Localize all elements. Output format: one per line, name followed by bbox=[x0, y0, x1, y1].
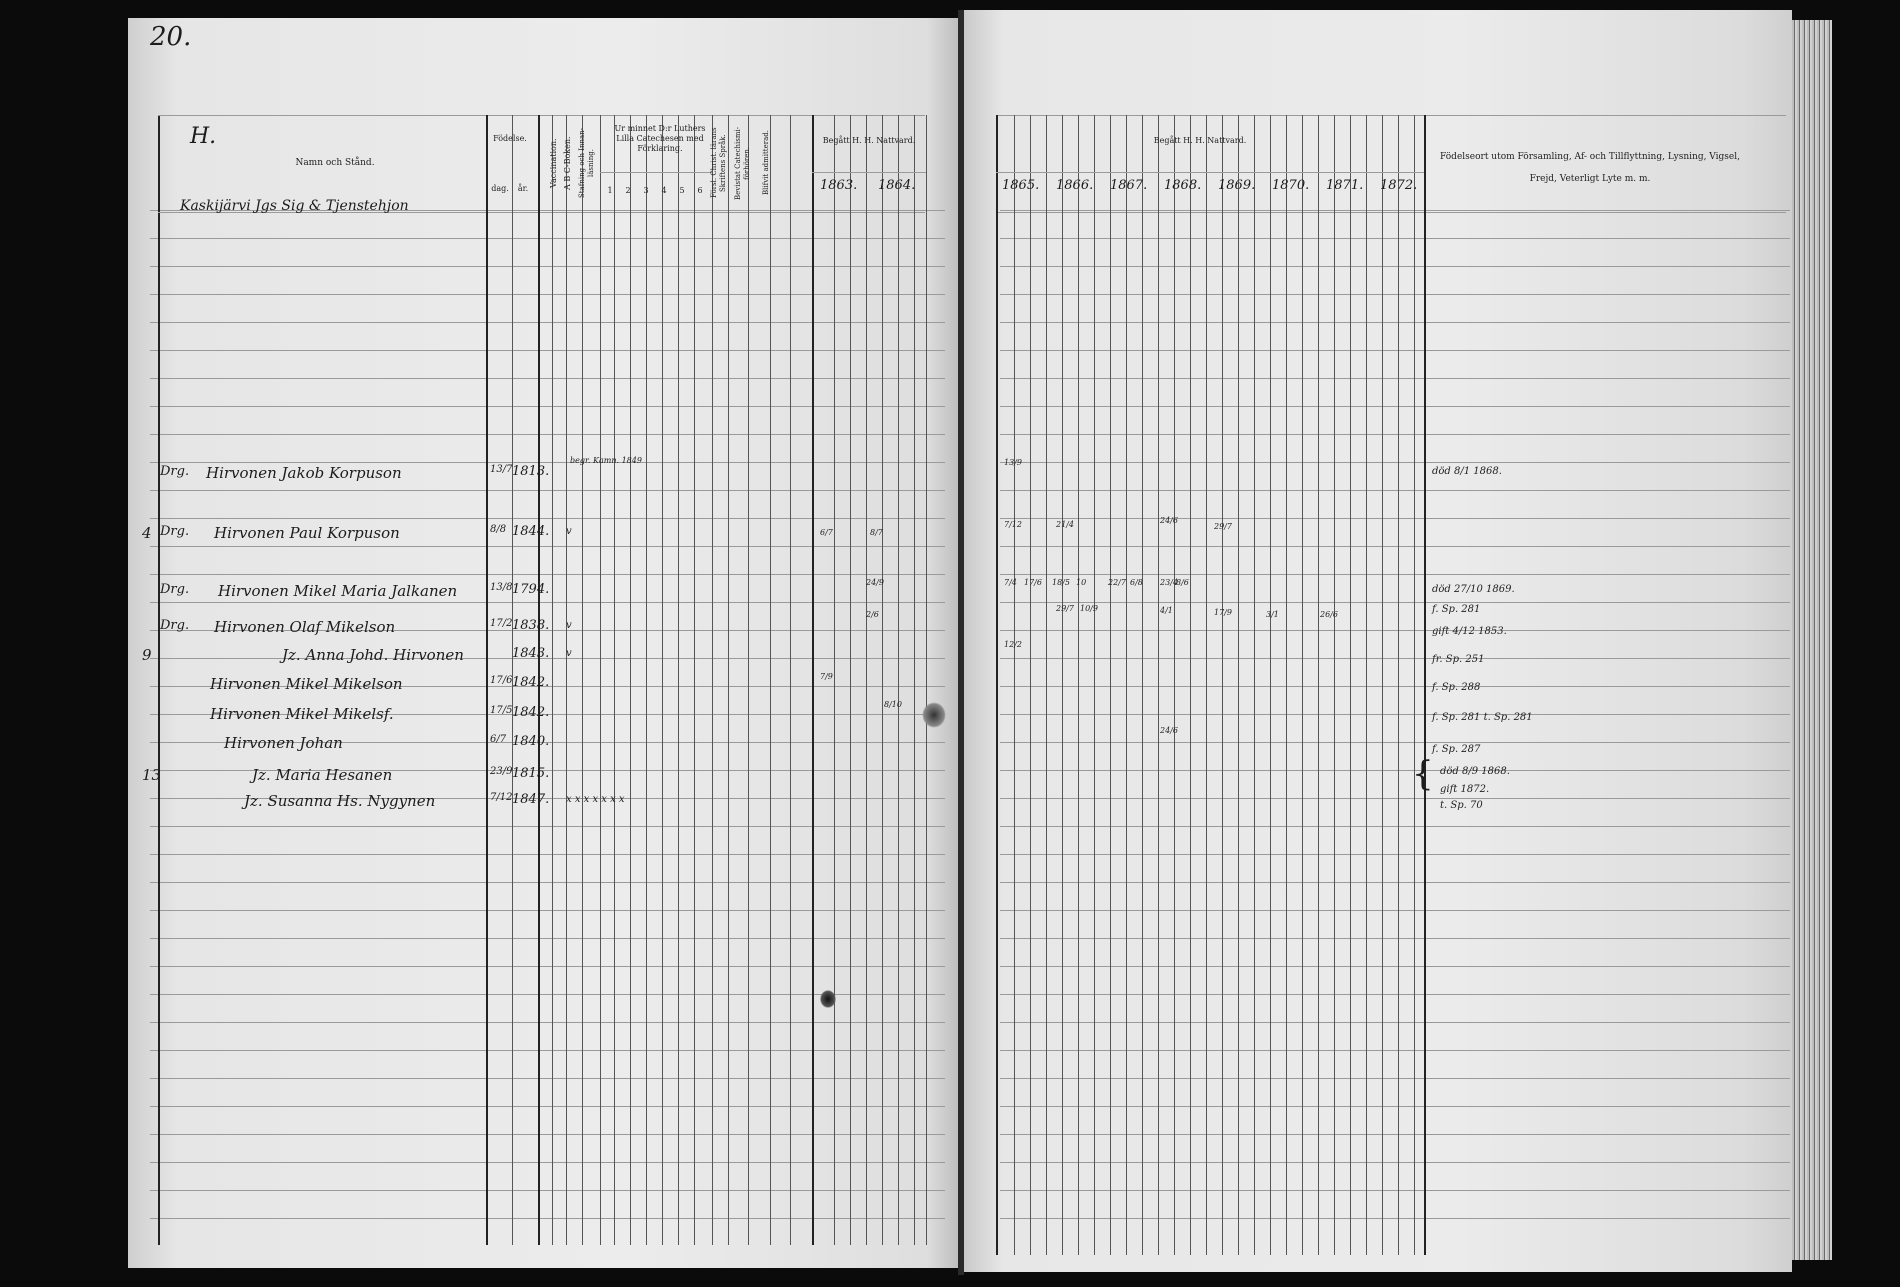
entry-marks: x x x x x x x bbox=[566, 794, 625, 805]
column-line bbox=[566, 115, 567, 1245]
village-heading: Kaskijärvi Jgs Sig & Tjenstehjon bbox=[180, 198, 409, 214]
communion-mark: 10 bbox=[1076, 578, 1087, 587]
header-vaccination: Vaccination. bbox=[549, 138, 558, 188]
ruling-line bbox=[1000, 350, 1790, 351]
ruling-line bbox=[150, 1218, 945, 1219]
communion-mark: 7/4 bbox=[1004, 578, 1017, 587]
entry-birth-year: 1794. bbox=[512, 582, 550, 597]
year-1869: 1869. bbox=[1218, 178, 1256, 193]
column-line bbox=[790, 115, 791, 1245]
ruling-line bbox=[1000, 434, 1790, 435]
ruling-line bbox=[1000, 602, 1790, 603]
header-catechism-answers: Bevistat Catechismi-förhören. bbox=[734, 126, 751, 200]
note-entry: död 27/10 1869. bbox=[1432, 584, 1515, 595]
communion-mark: 24/9 bbox=[866, 578, 884, 587]
ruling-line bbox=[1000, 574, 1790, 575]
column-line bbox=[552, 115, 553, 1245]
entry-name: Hirvonen Paul Korpuson bbox=[214, 524, 400, 542]
header-reading: Stafning och Innan-läsning. bbox=[578, 127, 595, 199]
column-line bbox=[882, 115, 883, 1245]
communion-mark: 18/5 bbox=[1052, 578, 1070, 587]
entry-birth-day: 13/7 bbox=[490, 464, 513, 475]
year-1864: 1864. bbox=[878, 178, 916, 193]
communion-mark: 2/6 bbox=[866, 610, 879, 619]
entry-name: Hirvonen Johan bbox=[224, 734, 343, 752]
ruling-line bbox=[150, 406, 945, 407]
column-line bbox=[712, 115, 713, 1245]
column-line bbox=[1318, 115, 1319, 1255]
entry-title: Drg. bbox=[160, 618, 190, 633]
note-entry: gift 4/12 1853. bbox=[1432, 626, 1507, 637]
ruling-line bbox=[1000, 770, 1790, 771]
column-line bbox=[1350, 115, 1351, 1255]
ruling-line bbox=[1000, 910, 1790, 911]
column-line bbox=[996, 115, 998, 1255]
column-line bbox=[1366, 115, 1367, 1255]
note-entry: död 8/9 1868. bbox=[1440, 766, 1510, 777]
ruling-line bbox=[150, 462, 945, 463]
entry-birth-year: 1843. bbox=[512, 646, 550, 661]
communion-mark: 23/4 bbox=[1160, 578, 1178, 587]
ruling-line bbox=[150, 1162, 945, 1163]
ruling-line bbox=[1000, 322, 1790, 323]
ruling-line bbox=[1000, 294, 1790, 295]
year-1866: 1866. bbox=[1056, 178, 1094, 193]
ruling-line bbox=[150, 434, 945, 435]
catechism-col-2: 2 bbox=[625, 186, 631, 195]
column-line bbox=[728, 115, 729, 1245]
column-line bbox=[1206, 115, 1207, 1255]
header-abc: A B C-Boken. bbox=[563, 136, 572, 190]
entry-birth-day: 17/6 bbox=[490, 675, 513, 686]
year-1870: 1870. bbox=[1272, 178, 1310, 193]
column-line bbox=[1190, 115, 1191, 1255]
communion-mark: 8/6 bbox=[1176, 578, 1189, 587]
year-1868: 1868. bbox=[1164, 178, 1202, 193]
book-gutter bbox=[958, 10, 964, 1275]
communion-mark: 24/6 bbox=[1160, 516, 1178, 525]
column-line bbox=[850, 115, 851, 1245]
year-1863: 1863. bbox=[820, 178, 858, 193]
ruling-line bbox=[1000, 882, 1790, 883]
frame-line bbox=[158, 115, 925, 116]
ruling-line bbox=[1000, 1190, 1790, 1191]
note-entry: död 8/1 1868. bbox=[1432, 466, 1502, 477]
ruling-line bbox=[1000, 966, 1790, 967]
note-entry: f. Sp. 288 bbox=[1432, 682, 1481, 693]
ruling-line bbox=[1000, 1106, 1790, 1107]
ruling-line bbox=[150, 966, 945, 967]
ruling-line bbox=[150, 1078, 945, 1079]
column-line bbox=[1174, 115, 1175, 1255]
ruling-line bbox=[150, 518, 945, 519]
communion-mark: 21/4 bbox=[1056, 520, 1074, 529]
communion-mark: 29/7 bbox=[1214, 522, 1232, 531]
column-line bbox=[630, 115, 631, 1245]
column-line bbox=[898, 115, 899, 1245]
entry-title: Drg. bbox=[160, 464, 190, 479]
communion-mark: 24/6 bbox=[1160, 726, 1178, 735]
communion-mark: 6/8 bbox=[1130, 578, 1143, 587]
entry-marks: v bbox=[566, 648, 572, 659]
ruling-line bbox=[1000, 1050, 1790, 1051]
column-line bbox=[694, 115, 695, 1245]
frame-line bbox=[158, 115, 160, 1245]
entry-birth-year: 1842. bbox=[512, 705, 550, 720]
header-admitted: Blifvit admitterad. bbox=[762, 130, 770, 196]
year-1867: 1867. bbox=[1110, 178, 1148, 193]
ruling-line bbox=[1000, 378, 1790, 379]
ruling-line bbox=[1000, 798, 1790, 799]
note-entry: gift 1872. bbox=[1440, 784, 1490, 795]
entry-birth-year: 1815. bbox=[512, 766, 550, 781]
entry-birth-day: 17/2 bbox=[490, 618, 513, 629]
ruling-line bbox=[150, 322, 945, 323]
sub-header-line bbox=[812, 172, 926, 173]
ruling-line bbox=[1000, 630, 1790, 631]
entry-marks: v bbox=[566, 620, 572, 631]
ruling-line bbox=[1000, 994, 1790, 995]
column-line bbox=[914, 115, 915, 1245]
header-catechism: Ur minnet D:r Luthers Lilla Catechesen med Förklaring. bbox=[614, 124, 706, 153]
column-line bbox=[1014, 115, 1015, 1255]
ruling-line bbox=[150, 938, 945, 939]
ruling-line bbox=[1000, 714, 1790, 715]
ruling-line bbox=[1000, 1022, 1790, 1023]
entry-name: Hirvonen Mikel Maria Jalkanen bbox=[218, 582, 458, 600]
frame-line bbox=[996, 212, 1786, 213]
ruling-line bbox=[150, 574, 945, 575]
column-line bbox=[582, 115, 583, 1245]
ruling-line bbox=[1000, 518, 1790, 519]
ruling-line bbox=[150, 1050, 945, 1051]
ruling-line bbox=[150, 910, 945, 911]
communion-mark: 26/6 bbox=[1320, 610, 1338, 619]
header-christian: Försl. Christ. lärans Skriftens Språk. bbox=[710, 127, 727, 199]
column-line bbox=[1046, 115, 1047, 1255]
right-page bbox=[962, 10, 1792, 1272]
note-entry: f. Sp. 281 t. Sp. 281 bbox=[1432, 712, 1533, 723]
ruling-line bbox=[1000, 546, 1790, 547]
catechism-col-5: 5 bbox=[679, 186, 685, 195]
communion-mark: 4/1 bbox=[1160, 606, 1173, 615]
ruling-line bbox=[150, 350, 945, 351]
row-number: 13 bbox=[142, 766, 162, 784]
entry-name: Jz. Anna Johd. Hirvonen bbox=[282, 646, 464, 664]
header-communion-right: Begått H. H. Nattvard. bbox=[1153, 136, 1247, 145]
column-line bbox=[748, 115, 749, 1245]
note-entry: t. Sp. 70 bbox=[1440, 800, 1483, 811]
frame-line bbox=[996, 115, 1786, 116]
column-line bbox=[1094, 115, 1095, 1255]
note-entry: f. Sp. 281 bbox=[1432, 604, 1481, 615]
entry-birth-year: 1844. bbox=[512, 524, 550, 539]
entry-name: Hirvonen Mikel Mikelsf. bbox=[210, 705, 394, 723]
column-line bbox=[926, 115, 927, 1245]
column-line bbox=[646, 115, 647, 1245]
column-line bbox=[662, 115, 663, 1245]
column-line bbox=[486, 115, 488, 1245]
ruling-line bbox=[1000, 266, 1790, 267]
row-number: 9 bbox=[142, 646, 152, 664]
column-line bbox=[1142, 115, 1143, 1255]
catechism-col-4: 4 bbox=[661, 186, 667, 195]
column-line bbox=[1030, 115, 1031, 1255]
entry-birth-day: 17/5 bbox=[490, 705, 513, 716]
catechism-col-1: 1 bbox=[607, 186, 613, 195]
entry-birth-day: 8/8 bbox=[490, 524, 507, 535]
ruling-line bbox=[1000, 658, 1790, 659]
entry-birth-day: 23/9 bbox=[490, 766, 513, 777]
communion-mark: 29/7 bbox=[1056, 604, 1074, 613]
communion-mark: 22/7 bbox=[1108, 578, 1126, 587]
entry-birth-day: 7/12 bbox=[490, 792, 513, 803]
ruling-line bbox=[150, 490, 945, 491]
column-line bbox=[1382, 115, 1383, 1255]
entry-birth-year: 1840. bbox=[512, 734, 550, 749]
header-communion-left: Begått H. H. Nattvard. bbox=[822, 136, 916, 145]
note-entry: f. Sp. 287 bbox=[1432, 744, 1481, 755]
ruling-line bbox=[150, 602, 945, 603]
entry-birth-year: 1847. bbox=[512, 792, 550, 807]
ruling-line bbox=[1000, 1218, 1790, 1219]
column-line bbox=[1062, 115, 1063, 1255]
communion-mark: 17/9 bbox=[1214, 608, 1232, 617]
row-number: 4 bbox=[142, 524, 152, 542]
column-line bbox=[866, 115, 867, 1245]
column-line bbox=[812, 115, 814, 1245]
ruling-line bbox=[150, 1190, 945, 1191]
entry-name: Hirvonen Mikel Mikelson bbox=[210, 675, 403, 693]
entry-birth-day: 13/8 bbox=[490, 582, 513, 593]
page-edges bbox=[1792, 20, 1832, 1260]
entry-name: Jz. Susanna Hs. Nygynen bbox=[244, 792, 436, 810]
ruling-line bbox=[150, 266, 945, 267]
column-line bbox=[1126, 115, 1127, 1255]
sub-header-line bbox=[996, 172, 1424, 173]
entry-name: Jz. Maria Hesanen bbox=[252, 766, 393, 784]
column-line bbox=[834, 115, 835, 1245]
column-line bbox=[1424, 115, 1426, 1255]
ruling-line bbox=[1000, 1078, 1790, 1079]
ruling-line bbox=[1000, 406, 1790, 407]
ruling-line bbox=[1000, 1162, 1790, 1163]
column-line bbox=[1254, 115, 1255, 1255]
ruling-line bbox=[1000, 462, 1790, 463]
communion-mark: 8/10 bbox=[884, 700, 902, 709]
entry-note: begr. Kamn. 1849 bbox=[570, 456, 642, 465]
header-birth: Födelse. bbox=[493, 134, 527, 143]
ruling-line bbox=[1000, 1134, 1790, 1135]
ruling-line bbox=[150, 378, 945, 379]
ruling-line bbox=[150, 854, 945, 855]
section-letter: H. bbox=[190, 124, 217, 149]
ruling-line bbox=[150, 1022, 945, 1023]
entry-name: Hirvonen Jakob Korpuson bbox=[206, 464, 402, 482]
ruling-line bbox=[150, 294, 945, 295]
header-name: Namn och Stånd. bbox=[295, 158, 375, 168]
ruling-line bbox=[150, 826, 945, 827]
year-1871: 1871. bbox=[1326, 178, 1364, 193]
entry-title: Drg. bbox=[160, 582, 190, 597]
communion-mark: 8/7 bbox=[870, 528, 883, 537]
sub-header-line bbox=[600, 172, 712, 173]
header-year: år. bbox=[517, 184, 529, 193]
column-line bbox=[614, 115, 615, 1245]
communion-mark: 3/1 bbox=[1266, 610, 1279, 619]
communion-mark: 17/6 bbox=[1024, 578, 1042, 587]
ruling-line bbox=[1000, 826, 1790, 827]
column-line bbox=[1078, 115, 1079, 1255]
communion-mark: 7/9 bbox=[820, 672, 833, 681]
ruling-line bbox=[1000, 238, 1790, 239]
column-line bbox=[1398, 115, 1399, 1255]
communion-mark: 13/9 bbox=[1004, 458, 1022, 467]
entry-birth-day: 6/7 bbox=[490, 734, 507, 745]
column-line bbox=[1270, 115, 1271, 1255]
ruling-line bbox=[1000, 686, 1790, 687]
ruling-line bbox=[1000, 742, 1790, 743]
column-line bbox=[1286, 115, 1287, 1255]
entry-birth-year: 1842. bbox=[512, 675, 550, 690]
note-entry: fr. Sp. 251 bbox=[1432, 654, 1485, 665]
column-line bbox=[1334, 115, 1335, 1255]
ruling-line bbox=[1000, 938, 1790, 939]
column-line bbox=[1238, 115, 1239, 1255]
ruling-line bbox=[150, 546, 945, 547]
ruling-line bbox=[1000, 210, 1790, 211]
ruling-line bbox=[150, 1106, 945, 1107]
ruling-line bbox=[1000, 490, 1790, 491]
entry-name: Hirvonen Olaf Mikelson bbox=[214, 618, 396, 636]
header-day: dag. bbox=[491, 184, 509, 193]
catechism-col-6: 6 bbox=[697, 186, 703, 195]
column-line bbox=[1302, 115, 1303, 1255]
column-line bbox=[1110, 115, 1111, 1255]
entry-title: Drg. bbox=[160, 524, 190, 539]
column-line bbox=[1222, 115, 1223, 1255]
column-line bbox=[678, 115, 679, 1245]
communion-mark: 12/2 bbox=[1004, 640, 1022, 649]
note-brace: { bbox=[1412, 754, 1434, 794]
year-1865: 1865. bbox=[1002, 178, 1040, 193]
communion-mark: 10/9 bbox=[1080, 604, 1098, 613]
column-line bbox=[1414, 115, 1415, 1255]
column-line bbox=[600, 115, 601, 1245]
entry-marks: v bbox=[566, 526, 572, 537]
communion-mark: 6/7 bbox=[820, 528, 833, 537]
column-line bbox=[770, 115, 771, 1245]
ink-stain bbox=[820, 990, 836, 1008]
page-number: 20. bbox=[150, 22, 192, 52]
ruling-line bbox=[1000, 854, 1790, 855]
year-1872: 1872. bbox=[1380, 178, 1418, 193]
binding-hole bbox=[922, 702, 946, 728]
ruling-line bbox=[150, 238, 945, 239]
header-notes: Födelseort utom Församling, Af- och Tillflyttning, Lysning, Vigsel, Frejd, Veterligt Lyte m. m. bbox=[1440, 152, 1740, 184]
entry-birth-year: 1838. bbox=[512, 618, 550, 633]
ruling-line bbox=[150, 1134, 945, 1135]
column-line bbox=[1158, 115, 1159, 1255]
communion-mark: 7/12 bbox=[1004, 520, 1022, 529]
catechism-col-3: 3 bbox=[643, 186, 649, 195]
ruling-line bbox=[150, 882, 945, 883]
entry-birth-year: 1813. bbox=[512, 464, 550, 479]
